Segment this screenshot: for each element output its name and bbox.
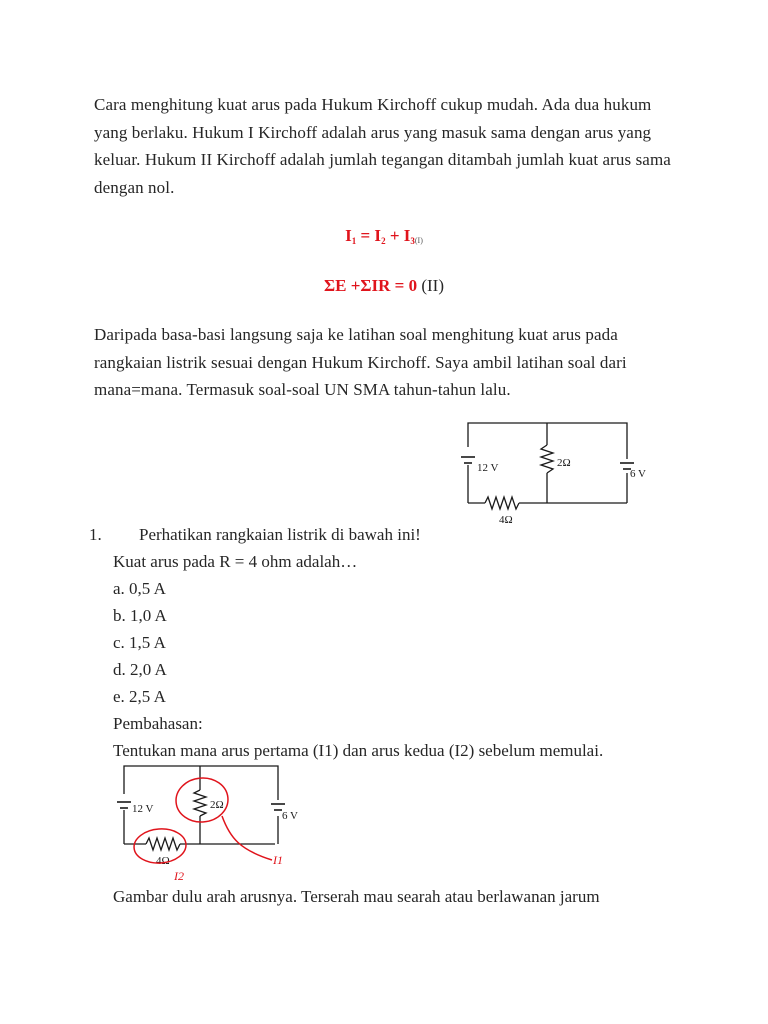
label-12v: 12 V: [477, 462, 499, 474]
current-i2-annotation: I2: [174, 869, 184, 883]
label-12v: 12 V: [132, 803, 154, 815]
question-instruction: Perhatikan rangkaian listrik di bawah ini!: [139, 525, 421, 544]
option-e: e. 2,5 A: [113, 687, 166, 706]
question-number: 1.: [89, 525, 102, 544]
option-c: c. 1,5 A: [113, 633, 166, 652]
option-b: b. 1,0 A: [113, 606, 167, 625]
second-paragraph: Daripada basa-basi langsung saja ke latihan soal menghitung kuat arus pada rangkaian listrik sesuai dengan Hukum Kirchoff. Saya ambil latihan soal dari mana=mana. Termasuk soal-soal UN SMA tahun-tahun lalu.: [94, 325, 627, 399]
discussion-text: Tentukan mana arus pertama (I1) dan arus kedua (I2) sebelum memulai.: [113, 741, 604, 760]
option-a: a. 0,5 A: [113, 579, 166, 598]
option-d: d. 2,0 A: [113, 660, 167, 679]
label-2ohm: 2Ω: [210, 799, 224, 811]
intro-paragraph: Cara menghitung kuat arus pada Hukum Kirchoff cukup mudah. Ada dua hukum yang berlaku. Hukum I Kirchoff adalah arus yang masuk sama dengan arus yang keluar. Hukum II Kirchoff adalah jumlah tegangan ditambah jumlah kuat arus sama dengan nol.: [94, 95, 671, 197]
discussion-label: Pembahasan:: [113, 714, 203, 733]
closing-paragraph: Gambar dulu arah arusnya. Terserah mau searah atau berlawanan jarum: [113, 887, 600, 906]
question-prompt: Kuat arus pada R = 4 ohm adalah…: [113, 552, 358, 571]
formula-kirchhoff-1: $I_1 = I_2 + I_3(I)$: [345, 226, 423, 246]
label-6v: 6 V: [630, 468, 646, 480]
label-2ohm: 2Ω: [557, 457, 571, 469]
label-6v: 6 V: [282, 810, 298, 822]
label-4ohm: 4Ω: [156, 855, 170, 867]
circuit-diagram: [455, 415, 645, 530]
label-4ohm: 4Ω: [499, 514, 513, 526]
formula-kirchhoff-2: ΣE +ΣIR = 0 (II): [324, 276, 444, 295]
current-i1-annotation: I1: [273, 853, 283, 867]
annotated-circuit-diagram: [110, 760, 310, 890]
